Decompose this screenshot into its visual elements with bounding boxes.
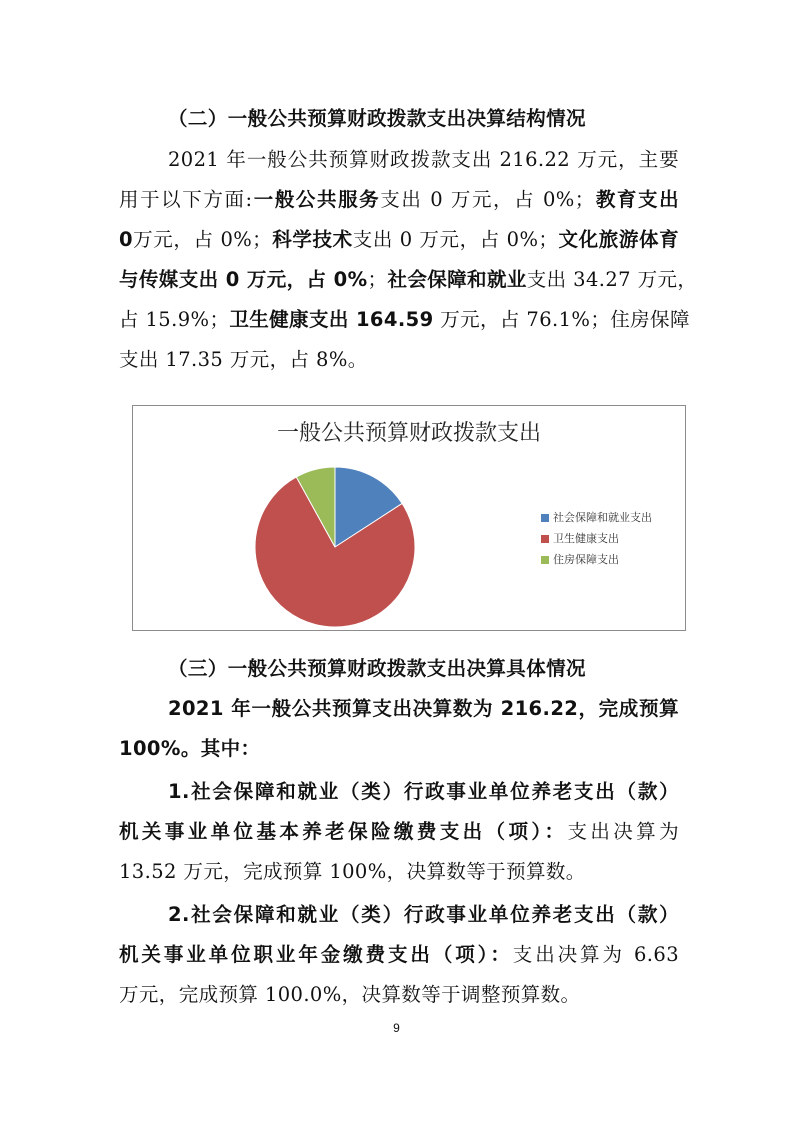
bold-run: 文化旅游体育 bbox=[558, 228, 680, 251]
bold-run: 机关事业单位基本养老保险缴费支出（项）： bbox=[119, 820, 568, 843]
legend-item bbox=[541, 509, 652, 525]
item-2-line: 2.社会保障和就业（类）行政事业单位养老支出（款） bbox=[168, 903, 679, 926]
paragraph-line: 支出 17.35 万元，占 8%。 bbox=[119, 348, 368, 371]
section-2-heading: （二）一般公共预算财政拨款支出决算结构情况 bbox=[168, 107, 586, 130]
chart-title: 一般公共预算财政拨款支出 bbox=[276, 421, 541, 446]
bold-run: 一般公共服务 bbox=[252, 188, 381, 211]
item-2-line: 万元，完成预算 100.0%，决算数等于调整预算数。 bbox=[119, 983, 581, 1006]
text-run: 占 15.9%； bbox=[119, 308, 230, 331]
legend-item bbox=[541, 551, 619, 567]
bold-run: 科学技术 bbox=[272, 228, 353, 251]
section-3-heading: （三）一般公共预算财政拨款支出决算具体情况 bbox=[168, 657, 586, 680]
item-2-line bbox=[119, 938, 679, 972]
item-1-line: 13.52 万元，完成预算 100%，决算数等于预算数。 bbox=[119, 860, 586, 883]
bold-run: 卫生健康支出 164.59 bbox=[229, 308, 434, 331]
text-run: 支出 34.27 万元， bbox=[526, 268, 698, 291]
text-run: ； bbox=[367, 268, 388, 291]
item-1-line bbox=[119, 815, 679, 849]
paragraph-line: 2021 年一般公共预算支出决算数为 216.22，完成预算 bbox=[168, 697, 679, 720]
legend-label: 社会保障和就业支出 bbox=[553, 511, 652, 524]
legend-swatch-icon bbox=[541, 535, 549, 543]
text-run: 万元，占 76.1%；住房保障 bbox=[433, 308, 690, 331]
text-run: 用于以下方面: bbox=[119, 188, 253, 211]
text-run: 支出决算为 6.63 bbox=[512, 943, 680, 966]
paragraph-line bbox=[119, 183, 679, 217]
legend-swatch-icon bbox=[541, 514, 549, 522]
item-1-line: 1.社会保障和就业（类）行政事业单位养老支出（款） bbox=[168, 780, 679, 803]
legend-label: 住房保障支出 bbox=[553, 553, 619, 566]
bold-run: 0 bbox=[119, 228, 133, 251]
page-number: 9 bbox=[393, 1021, 400, 1035]
paragraph-line bbox=[119, 263, 698, 297]
bold-run: 社会保障和就业 bbox=[387, 268, 527, 291]
text-run: 万元，占 0%； bbox=[132, 228, 273, 251]
paragraph-line: 2021 年一般公共预算财政拨款支出 216.22 万元，主要 bbox=[168, 148, 679, 171]
text-run: 支出 0 万元，占 0%； bbox=[352, 228, 559, 251]
text-run: 支出决算为 bbox=[567, 820, 679, 843]
legend-item bbox=[541, 530, 619, 546]
legend-label: 卫生健康支出 bbox=[553, 532, 619, 545]
paragraph-line bbox=[119, 303, 690, 337]
bold-run: 机关事业单位职业年金缴费支出（项）： bbox=[119, 943, 513, 966]
paragraph-line bbox=[119, 223, 679, 257]
legend-swatch-icon bbox=[541, 556, 549, 564]
text-run: 支出 0 万元，占 0%； bbox=[380, 188, 595, 211]
bold-run: 与传媒支出 0 万元，占 0% bbox=[119, 268, 368, 291]
bold-run: 教育支出 bbox=[594, 188, 680, 211]
pie-chart bbox=[132, 405, 686, 631]
paragraph-line: 100%。其中： bbox=[119, 737, 261, 760]
